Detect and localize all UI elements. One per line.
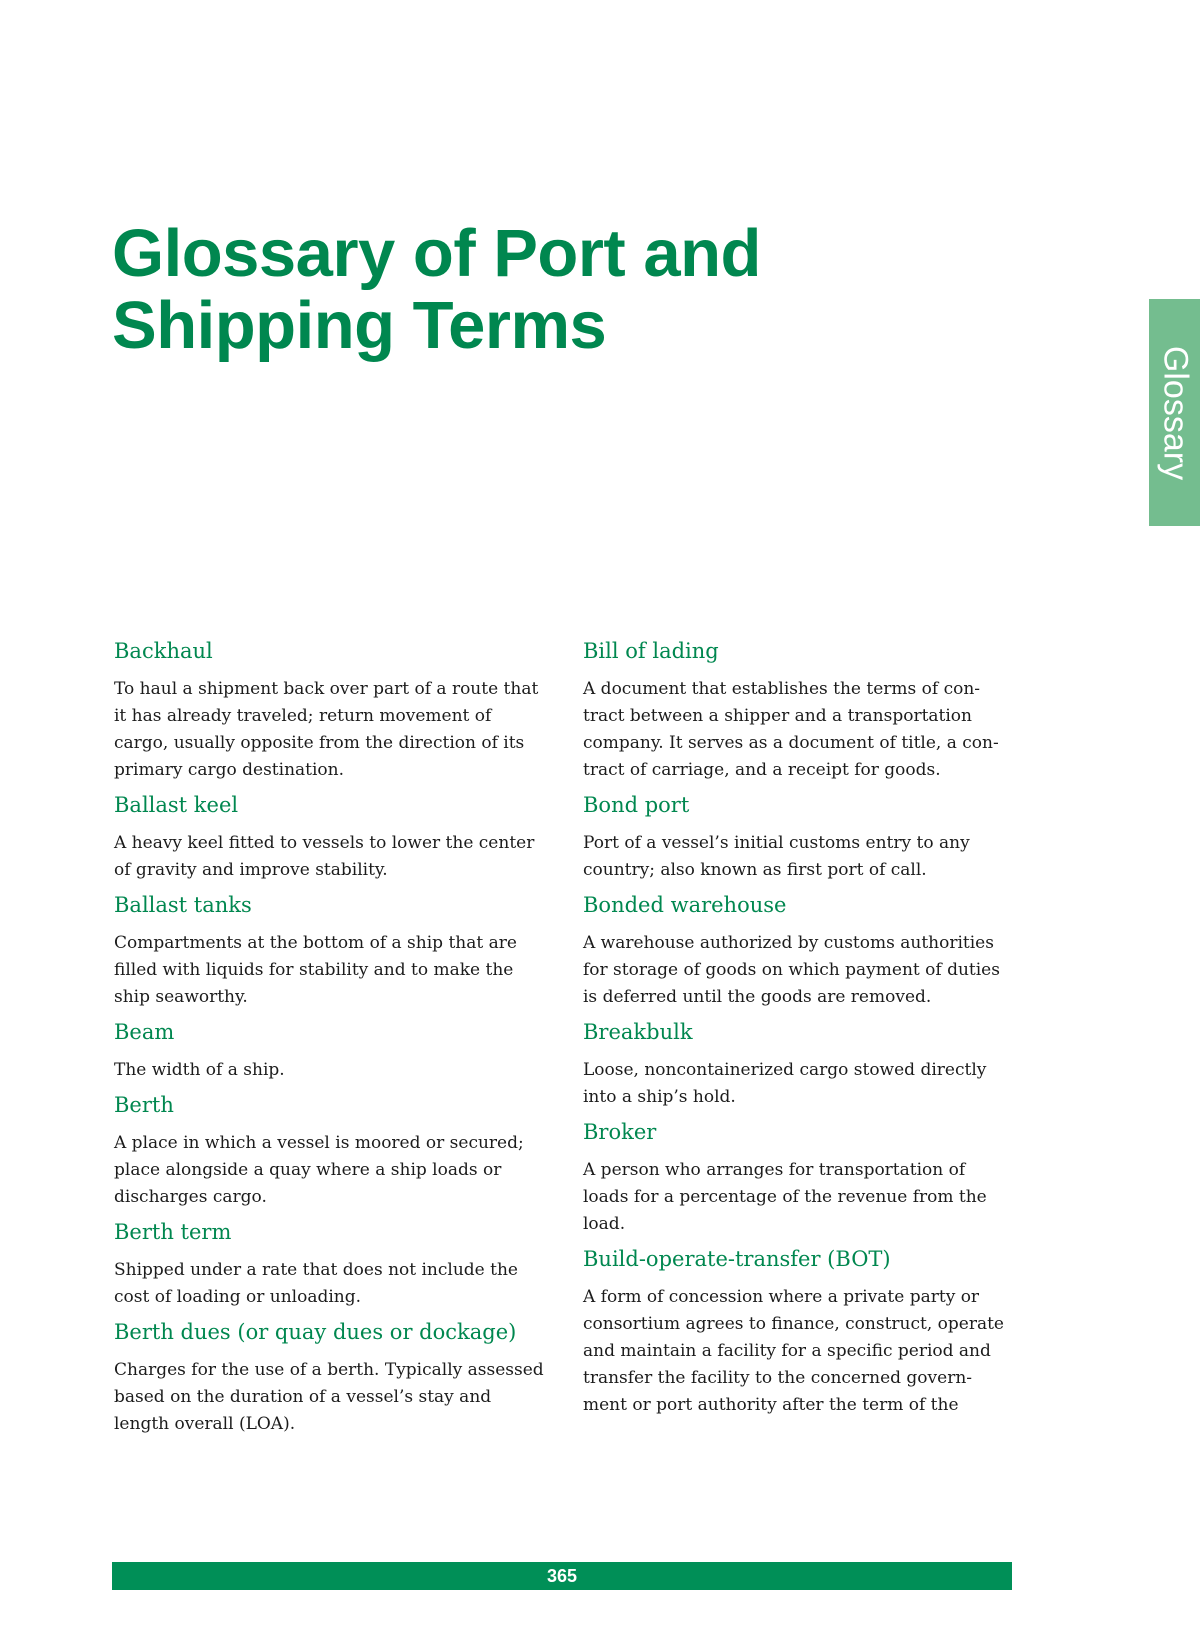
term-heading: Bond port (583, 793, 690, 817)
section-side-tab (1149, 299, 1200, 526)
term-heading: Berth dues (or quay dues or dockage) (114, 1320, 517, 1344)
glossary-entry-bonded-warehouse (583, 891, 1013, 1011)
page-footer-bar (112, 1562, 1012, 1590)
page-number: 365 (546, 1566, 578, 1586)
side-tab-label: Glossary (1156, 345, 1194, 480)
glossary-entry-bond-port (583, 791, 1013, 884)
term-heading: Bill of lading (583, 639, 719, 663)
term-definition: Port of a vessel’s initial customs entry to any country; also known as first port of call. (583, 833, 970, 880)
term-heading: Ballast keel (114, 793, 239, 817)
term-heading: Ballast tanks (114, 893, 252, 917)
term-heading: Bonded warehouse (583, 893, 787, 917)
term-definition: A warehouse authorized by customs authorities for storage of goods on which payment of duties is deferred until the goods are removed. (583, 933, 1000, 1007)
glossary-entry-build-operate-transfer (583, 1245, 1013, 1419)
term-definition: Shipped under a rate that does not include the cost of loading or unloading. (114, 1260, 518, 1307)
glossary-left-column (114, 637, 544, 1445)
term-definition: Loose, noncontainerized cargo stowed directly into a ship’s hold. (583, 1060, 987, 1107)
glossary-entry-berth (114, 1091, 544, 1211)
term-definition: A document that establishes the terms of con-tract between a shipper and a transportation company. It serves as a document of title, a con-tract of carriage, and a receipt for goods. (583, 679, 999, 780)
glossary-entry-berth-dues (114, 1318, 544, 1438)
page-title (112, 218, 761, 362)
glossary-entry-broker (583, 1118, 1013, 1238)
page-title-line-2: Shipping Terms (112, 288, 607, 363)
glossary-entry-ballast-tanks (114, 891, 544, 1011)
glossary-entry-breakbulk (583, 1018, 1013, 1111)
term-definition: To haul a shipment back over part of a route that it has already traveled; return movement of cargo, usually opposite from the direction of its primary cargo destination. (114, 679, 539, 780)
term-definition: A heavy keel fitted to vessels to lower the center of gravity and improve stability. (114, 833, 535, 880)
term-heading: Breakbulk (583, 1020, 693, 1044)
term-heading: Build-operate-transfer (BOT) (583, 1247, 891, 1271)
term-definition: A person who arranges for transportation of loads for a percentage of the revenue from the load. (583, 1160, 987, 1234)
term-heading: Beam (114, 1020, 175, 1044)
page-title-line-1: Glossary of Port and (112, 216, 761, 291)
glossary-entry-ballast-keel (114, 791, 544, 884)
term-heading: Backhaul (114, 639, 213, 663)
term-definition: A form of concession where a private party or consortium agrees to finance, construct, operate and maintain a facility for a specific period and transfer the facility to the concerned govern-ment or port authority after the term of the (583, 1287, 1004, 1415)
glossary-entry-bill-of-lading (583, 637, 1013, 784)
term-heading: Broker (583, 1120, 657, 1144)
term-heading: Berth (114, 1093, 174, 1117)
term-definition: The width of a ship. (114, 1060, 285, 1080)
glossary-entry-berth-term (114, 1218, 544, 1311)
glossary-entry-backhaul (114, 637, 544, 784)
term-definition: Compartments at the bottom of a ship that are filled with liquids for stability and to make the ship seaworthy. (114, 933, 517, 1007)
term-definition: A place in which a vessel is moored or secured; place alongside a quay where a ship loads or discharges cargo. (114, 1133, 524, 1207)
term-definition: Charges for the use of a berth. Typically assessed based on the duration of a vessel’s stay and length overall (LOA). (114, 1360, 544, 1434)
term-heading: Berth term (114, 1220, 232, 1244)
glossary-entry-beam (114, 1018, 544, 1084)
glossary-right-column (583, 637, 1013, 1426)
